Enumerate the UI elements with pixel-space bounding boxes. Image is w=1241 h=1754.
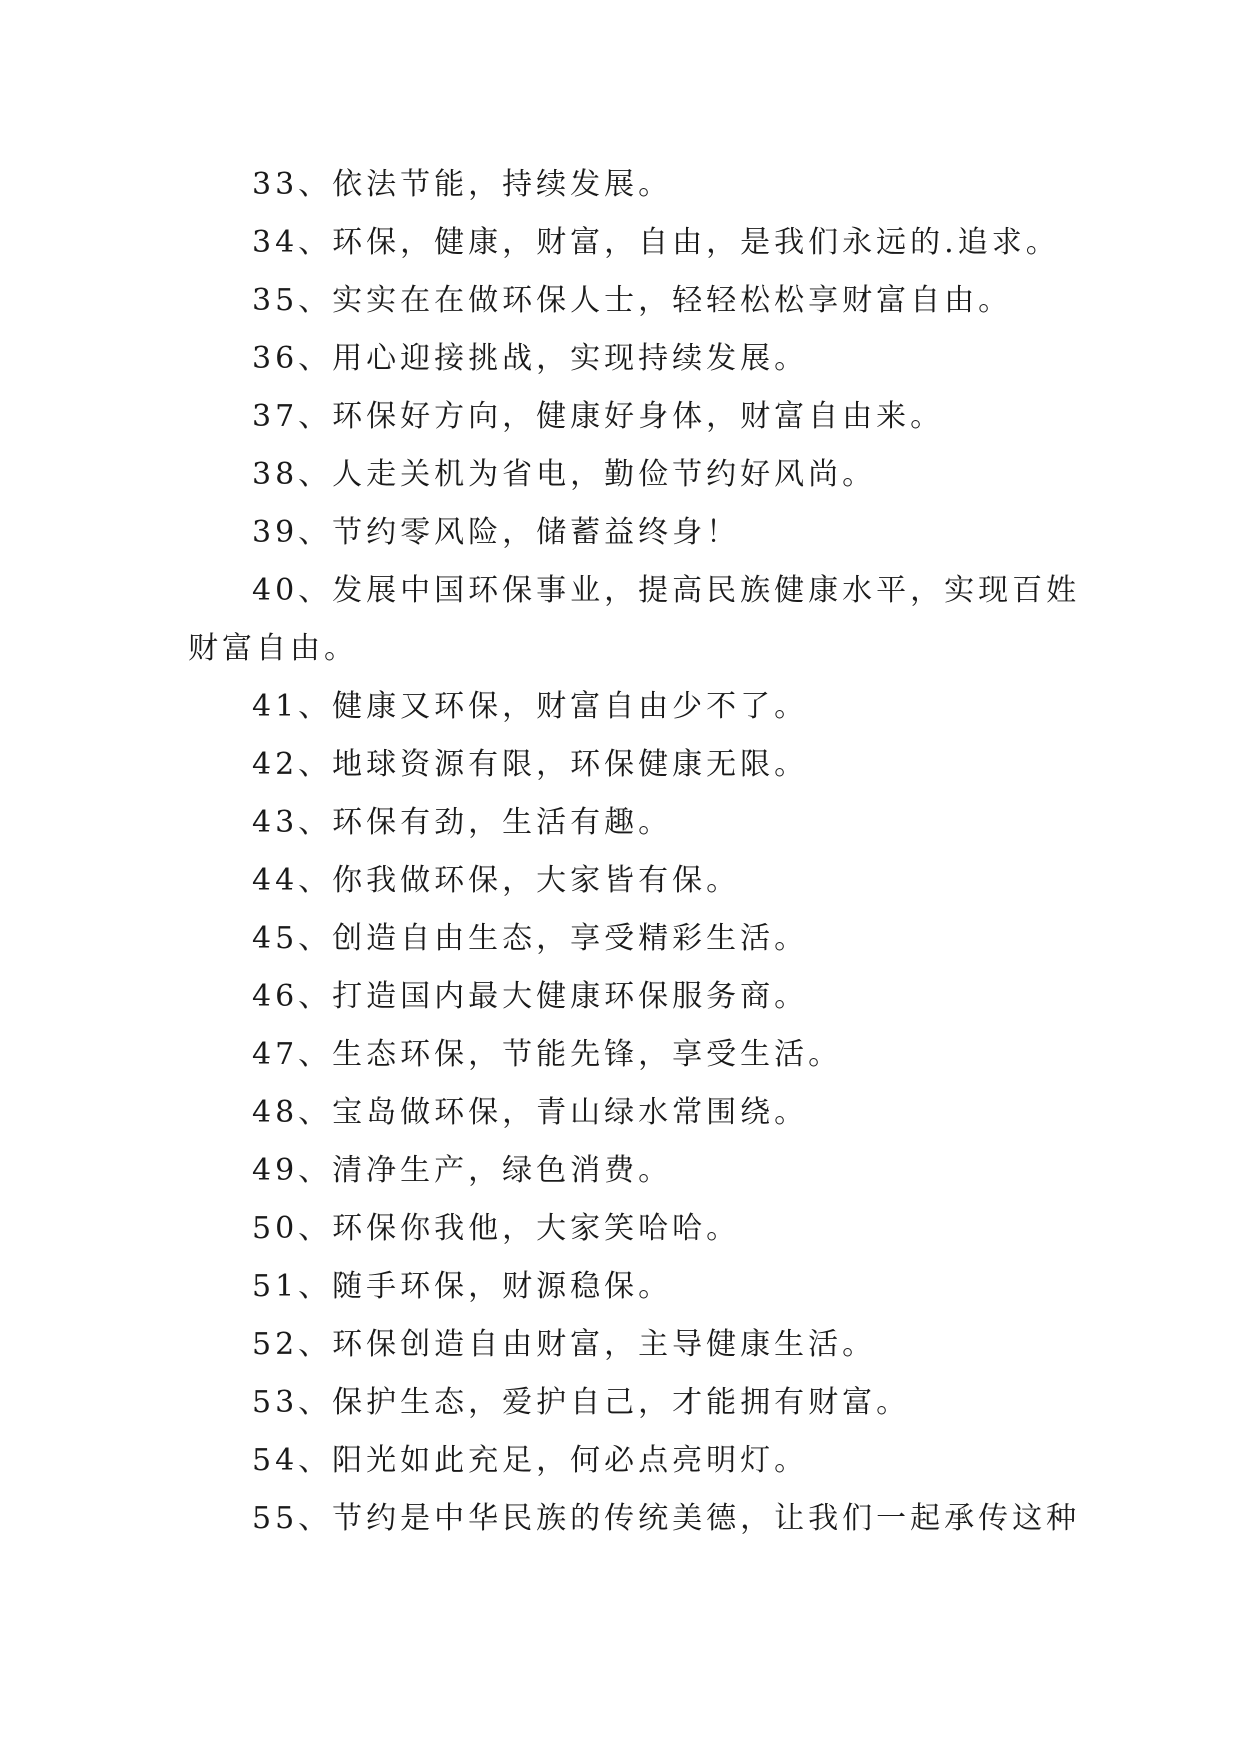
text-line-40-continued: 财富自由。: [188, 631, 358, 666]
text-line-33: 33、依法节能，持续发展。: [252, 167, 673, 202]
text-line-36: 36、用心迎接挑战，实现持续发展。: [252, 341, 809, 376]
text-line-43: 43、环保有劲，生活有趣。: [252, 805, 673, 840]
text-line-48: 48、宝岛做环保，青山绿水常围绕。: [252, 1095, 809, 1130]
text-line-51: 51、随手环保，财源稳保。: [252, 1269, 673, 1304]
text-line-52: 52、环保创造自由财富，主导健康生活。: [252, 1327, 877, 1362]
document-body: [188, 156, 1081, 1548]
text-line-34: 34、环保，健康，财富，自由，是我们永远的.追求。: [252, 225, 1060, 260]
text-line-39: 39、节约零风险，储蓄益终身！: [252, 515, 741, 550]
text-line-50: 50、环保你我他，大家笑哈哈。: [252, 1211, 741, 1246]
text-line-42: 42、地球资源有限，环保健康无限。: [252, 747, 809, 782]
text-line-35: 35、实实在在做环保人士，轻轻松松享财富自由。: [252, 283, 1013, 318]
text-line-45: 45、创造自由生态，享受精彩生活。: [252, 921, 809, 956]
text-line-41: 41、健康又环保，财富自由少不了。: [252, 689, 809, 724]
text-line-40: 40、发展中国环保事业，提高民族健康水平，实现百姓: [252, 573, 1081, 608]
text-line-44: 44、你我做环保，大家皆有保。: [252, 863, 741, 898]
text-line-53: 53、保护生态，爱护自己，才能拥有财富。: [252, 1385, 911, 1420]
text-line-47: 47、生态环保，节能先锋，享受生活。: [252, 1037, 843, 1072]
text-line-54: 54、阳光如此充足，何必点亮明灯。: [252, 1443, 809, 1478]
text-line-49: 49、清净生产，绿色消费。: [252, 1153, 673, 1188]
text-line-38: 38、人走关机为省电，勤俭节约好风尚。: [252, 457, 877, 492]
text-line-46: 46、打造国内最大健康环保服务商。: [252, 979, 809, 1014]
text-line-37: 37、环保好方向，健康好身体，财富自由来。: [252, 399, 945, 434]
text-line-55: 55、节约是中华民族的传统美德，让我们一起承传这种: [252, 1501, 1081, 1536]
